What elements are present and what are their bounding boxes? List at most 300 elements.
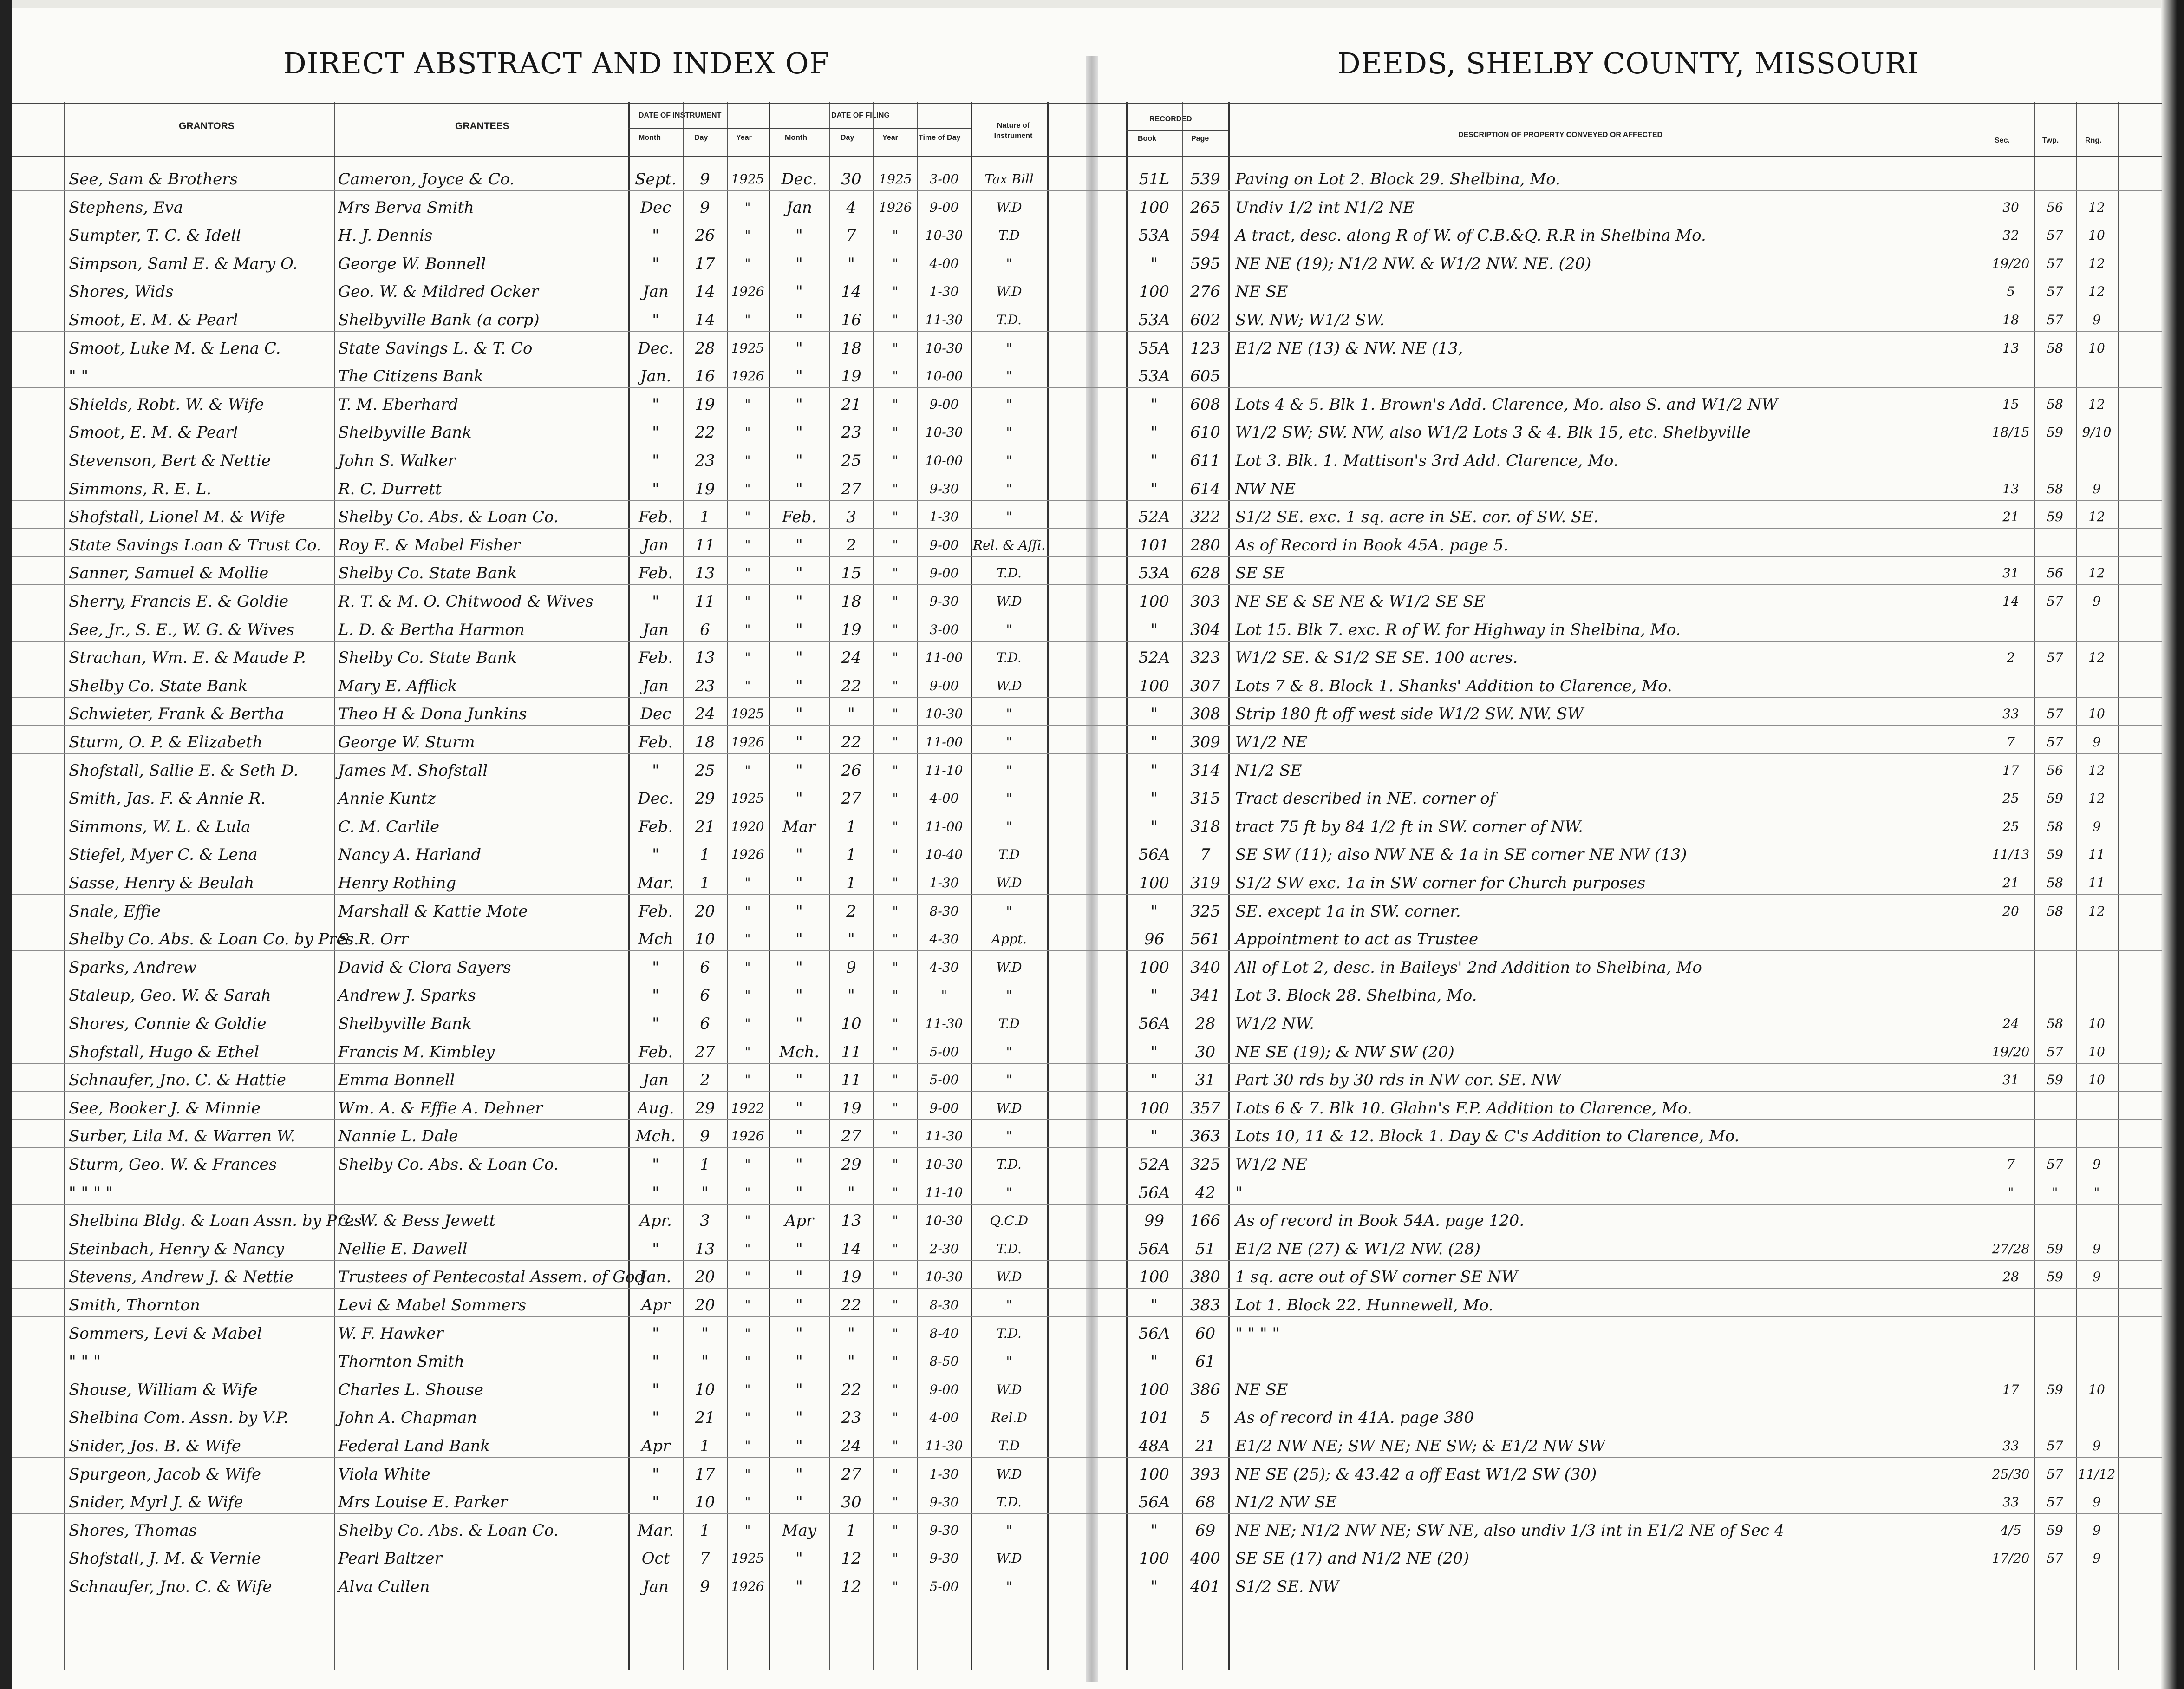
description-cell: Lot 1. Block 22. Hunnewell, Mo.: [1235, 1296, 1493, 1315]
rng-cell: 9: [2093, 1494, 2101, 1510]
file-day-cell: 11: [841, 1071, 861, 1089]
file-year-cell: ": [892, 1354, 899, 1369]
description-cell: Lot 3. Block 28. Shelbina, Mo.: [1235, 986, 1477, 1005]
page-cell: 383: [1190, 1296, 1220, 1315]
file-month-cell: Mar: [782, 818, 816, 836]
page-right-edge: [2161, 0, 2184, 1689]
description-cell: " " " ": [1235, 1324, 1279, 1343]
time-cell: 4-00: [929, 791, 959, 806]
page-cell: 319: [1190, 874, 1220, 892]
header-rng: Rng.: [2085, 137, 2102, 144]
file-year-cell: ": [892, 1523, 899, 1538]
sec-cell: 21: [2002, 509, 2019, 524]
inst-year-cell: ": [744, 1466, 751, 1482]
sec-cell: 17: [2002, 1382, 2019, 1397]
sec-cell: 25: [2002, 791, 2019, 806]
file-day-cell: 16: [841, 311, 861, 329]
grantor-cell: Shelbina Bldg. & Loan Assn. by Pres.: [69, 1211, 367, 1230]
book-cell: 100: [1139, 1099, 1169, 1118]
grantee-cell: R. C. Durrett: [338, 480, 442, 498]
rule-right-margin: [2118, 102, 2119, 1670]
page-cell: 605: [1190, 367, 1220, 386]
file-year-cell: ": [892, 594, 899, 609]
header-file-year: Year: [882, 134, 898, 142]
inst-month-cell: ": [652, 1184, 659, 1202]
book-cell: ": [1150, 986, 1158, 1005]
nature-cell: ": [1006, 622, 1012, 637]
grantor-cell: Shields, Robt. W. & Wife: [69, 395, 264, 414]
description-cell: Lot 15. Blk 7. exc. R of W. for Highway in Shelbina, Mo.: [1235, 621, 1681, 639]
book-cell: 56A: [1138, 1184, 1170, 1202]
description-cell: ": [1235, 1184, 1243, 1202]
time-cell: 10-30: [925, 228, 963, 243]
file-year-cell: ": [892, 537, 899, 553]
time-cell: 9-30: [929, 594, 959, 609]
sec-cell: [1988, 367, 2033, 386]
description-cell: E1/2 NW NE; SW NE; NE SW; & E1/2 NW SW: [1235, 1437, 1605, 1455]
file-month-cell: ": [795, 958, 803, 977]
nature-cell: ": [1006, 1128, 1012, 1144]
nature-cell: W.D: [996, 960, 1022, 975]
inst-day-cell: 1: [700, 508, 710, 526]
rng-cell: 11: [2088, 847, 2105, 862]
inst-month-cell: ": [652, 592, 659, 611]
page-top-edge: [0, 0, 2184, 8]
twp-cell: 57: [2047, 1494, 2063, 1510]
file-day-cell: 27: [841, 789, 861, 808]
sec-cell: [1988, 1211, 2033, 1230]
file-day-cell: ": [848, 930, 855, 949]
book-cell: 100: [1139, 1549, 1169, 1568]
inst-year-cell: ": [744, 1494, 751, 1510]
book-cell: ": [1150, 818, 1158, 836]
inst-year-cell: ": [744, 678, 751, 694]
time-cell: 9-30: [929, 1523, 959, 1538]
inst-month-cell: Apr.: [639, 1211, 672, 1230]
file-year-cell: ": [892, 397, 899, 412]
inst-month-cell: ": [652, 423, 659, 442]
page-cell: 595: [1190, 255, 1220, 273]
inst-day-cell: 6: [700, 958, 710, 977]
time-cell: 10-30: [925, 425, 963, 440]
twp-cell: 58: [2047, 340, 2063, 356]
rng-cell: 9: [2093, 1551, 2101, 1566]
file-day-cell: 12: [841, 1549, 861, 1568]
grantor-cell: " ": [69, 367, 89, 386]
grantor-cell: Simpson, Saml E. & Mary O.: [69, 255, 298, 273]
page-cell: 7: [1200, 845, 1211, 864]
description-cell: As of Record in Book 45A. page 5.: [1235, 536, 1509, 555]
row-rule: [12, 894, 2162, 895]
sec-cell: 25/30: [1992, 1466, 2030, 1482]
description-cell: N1/2 SE: [1235, 761, 1302, 780]
inst-year-cell: 1925: [731, 706, 764, 721]
file-day-cell: 23: [841, 423, 861, 442]
book-cell: 101: [1139, 1408, 1169, 1427]
inst-month-cell: ": [652, 1240, 659, 1258]
file-month-cell: Feb.: [782, 508, 817, 526]
file-month-cell: Dec.: [781, 170, 817, 189]
nature-cell: T.D.: [997, 312, 1022, 327]
sec-cell: 33: [2002, 1438, 2019, 1453]
sec-cell: [1988, 1578, 2033, 1596]
time-cell: 5-00: [929, 1072, 959, 1087]
row-rule: [12, 331, 2162, 332]
time-cell: 10-30: [925, 1157, 963, 1172]
rng-cell: 12: [2088, 509, 2105, 524]
row-rule: [12, 1288, 2162, 1289]
description-cell: N1/2 NW SE: [1235, 1493, 1337, 1512]
sec-cell: 28: [2002, 1269, 2019, 1284]
file-day-cell: 26: [841, 761, 861, 780]
file-year-cell: ": [892, 481, 899, 497]
row-rule: [12, 1316, 2162, 1317]
grantee-cell: S. R. Orr: [338, 930, 409, 949]
twp-cell: [2035, 452, 2075, 470]
file-year-cell: ": [892, 1494, 899, 1510]
inst-year-cell: ": [744, 397, 751, 412]
header-inst-month: Month: [639, 134, 661, 142]
grantor-cell: Sparks, Andrew: [69, 958, 196, 977]
file-day-cell: 1: [846, 1521, 856, 1540]
row-rule: [12, 753, 2162, 754]
file-month-cell: ": [795, 452, 803, 470]
twp-cell: [2035, 1352, 2075, 1371]
description-cell: NE SE (25); & 43.42 a off East W1/2 SW (30): [1235, 1465, 1597, 1484]
file-month-cell: ": [795, 705, 803, 723]
twp-cell: 58: [2047, 875, 2063, 890]
grantor-cell: Shofstall, J. M. & Vernie: [69, 1549, 261, 1568]
sec-cell: 19/20: [1992, 256, 2030, 271]
rule-grantor-grantee: [334, 102, 335, 1670]
inst-month-cell: ": [652, 1408, 659, 1427]
nature-cell: Appt.: [991, 931, 1027, 947]
rng-cell: 9: [2093, 1241, 2101, 1257]
time-cell: 11-30: [925, 312, 963, 327]
nature-cell: ": [1006, 763, 1012, 778]
rule-page-desc: [1228, 102, 1230, 1670]
file-year-cell: ": [892, 847, 899, 862]
inst-day-cell: 14: [695, 311, 715, 329]
file-day-cell: 7: [846, 226, 856, 245]
file-day-cell: 21: [841, 395, 861, 414]
file-year-cell: ": [892, 1326, 899, 1341]
page-cell: 594: [1190, 226, 1220, 245]
file-year-cell: ": [892, 340, 899, 356]
time-cell: 8-50: [929, 1354, 959, 1369]
grantee-cell: Shelby Co. State Bank: [338, 564, 517, 583]
header-time-of-day: Time of Day: [919, 134, 961, 142]
sec-cell: 18/15: [1992, 425, 2030, 440]
time-cell: 1-30: [929, 875, 959, 890]
page-cell: 401: [1190, 1578, 1220, 1596]
book-cell: ": [1150, 761, 1158, 780]
page-cell: 393: [1190, 1465, 1220, 1484]
nature-cell: T.D: [998, 847, 1020, 862]
description-cell: NE NE; N1/2 NW NE; SW NE, also undiv 1/3 int in E1/2 NE of Sec 4: [1235, 1521, 1785, 1540]
inst-month-cell: Feb.: [638, 733, 673, 752]
file-year-cell: ": [892, 565, 899, 581]
file-year-cell: ": [892, 1100, 899, 1116]
page-cell: 265: [1190, 198, 1220, 217]
file-year-cell: ": [892, 791, 899, 806]
file-day-cell: ": [848, 1184, 855, 1202]
row-rule: [12, 1260, 2162, 1261]
inst-day-cell: 10: [695, 1381, 715, 1399]
rng-cell: [2077, 1578, 2117, 1596]
header-inst-year: Year: [736, 134, 752, 142]
time-cell: 10-30: [925, 340, 963, 356]
nature-cell: ": [1006, 340, 1012, 356]
page-cell: 307: [1190, 677, 1220, 695]
inst-year-cell: 1920: [731, 819, 764, 834]
file-year-cell: ": [892, 1157, 899, 1172]
sec-cell: ": [2008, 1185, 2014, 1200]
description-cell: NE SE & SE NE & W1/2 SE SE: [1235, 592, 1486, 611]
page-cell: 28: [1195, 1015, 1216, 1033]
twp-cell: ": [2052, 1185, 2058, 1200]
page-cell: 341: [1190, 986, 1220, 1005]
twp-cell: 57: [2047, 650, 2063, 665]
time-cell: 5-00: [929, 1044, 959, 1060]
grantor-cell: " " ": [69, 1352, 101, 1371]
file-month-cell: ": [795, 677, 803, 695]
description-cell: All of Lot 2, desc. in Baileys' 2nd Addition to Shelbina, Mo: [1235, 958, 1702, 977]
inst-day-cell: 13: [695, 648, 715, 667]
file-month-cell: ": [795, 1493, 803, 1512]
page-cell: 318: [1190, 818, 1220, 836]
inst-year-cell: 1922: [731, 1100, 764, 1116]
rng-cell: 9: [2093, 1438, 2101, 1453]
rule-book-page: [1182, 102, 1183, 1670]
nature-cell: ": [1006, 368, 1012, 384]
file-month-cell: ": [795, 1324, 803, 1343]
inst-year-cell: 1926: [731, 734, 764, 750]
inst-month-cell: Mar.: [637, 1521, 674, 1540]
time-cell: 9-30: [929, 1551, 959, 1566]
grantor-cell: Sasse, Henry & Beulah: [69, 874, 254, 892]
file-month-cell: ": [795, 1578, 803, 1596]
description-cell: Lots 10, 11 & 12. Block 1. Day & C's Addition to Clarence, Mo.: [1235, 1127, 1740, 1146]
file-year-cell: ": [892, 1466, 899, 1482]
file-year-cell: ": [892, 1241, 899, 1257]
twp-cell: 58: [2047, 481, 2063, 497]
time-cell: 8-40: [929, 1326, 959, 1341]
file-year-cell: ": [892, 1044, 899, 1060]
file-month-cell: ": [795, 1240, 803, 1258]
time-cell: 11-10: [925, 763, 963, 778]
inst-month-cell: Jan: [643, 1578, 669, 1596]
page-cell: 31: [1195, 1071, 1216, 1089]
time-cell: 9-00: [929, 537, 959, 553]
inst-day-cell: ": [701, 1324, 709, 1343]
rng-cell: 12: [2088, 256, 2105, 271]
grantee-cell: Shelbyville Bank: [338, 1015, 472, 1033]
inst-year-cell: 1926: [731, 1579, 764, 1594]
description-cell: W1/2 NW.: [1235, 1015, 1315, 1033]
grantor-cell: Smith, Jas. F. & Annie R.: [69, 789, 266, 808]
file-month-cell: ": [795, 1549, 803, 1568]
inst-day-cell: 23: [695, 677, 715, 695]
file-year-cell: ": [892, 1016, 899, 1031]
book-cell: 101: [1139, 536, 1169, 555]
file-day-cell: 18: [841, 339, 861, 358]
header-sec: Sec.: [1995, 137, 2010, 144]
description-cell: SE. except 1a in SW. corner.: [1235, 902, 1461, 921]
file-month-cell: ": [795, 564, 803, 583]
file-year-cell: ": [892, 650, 899, 665]
inst-day-cell: 9: [700, 170, 710, 189]
twp-cell: [2035, 1578, 2075, 1596]
inst-day-cell: 6: [700, 986, 710, 1005]
page-cell: 325: [1190, 902, 1220, 921]
inst-day-cell: 9: [700, 1127, 710, 1146]
time-cell: 8-30: [929, 903, 959, 919]
twp-cell: [2035, 930, 2075, 949]
twp-cell: 57: [2047, 734, 2063, 750]
file-month-cell: ": [795, 1127, 803, 1146]
inst-day-cell: 29: [695, 1099, 715, 1118]
inst-month-cell: ": [652, 1352, 659, 1371]
page-cell: 614: [1190, 480, 1220, 498]
twp-cell: [2035, 1127, 2075, 1146]
header-file-month: Month: [785, 134, 807, 142]
file-month-cell: ": [795, 592, 803, 611]
inst-month-cell: Apr: [641, 1296, 671, 1315]
book-cell: ": [1150, 1521, 1158, 1540]
description-cell: [1235, 1352, 1985, 1371]
page-cell: 308: [1190, 705, 1220, 723]
nature-cell: ": [1006, 988, 1012, 1003]
inst-year-cell: ": [744, 1072, 751, 1087]
grantee-cell: George W. Sturm: [338, 733, 475, 752]
nature-cell: ": [1006, 453, 1012, 468]
book-cell: 96: [1144, 930, 1165, 949]
grantee-cell: James M. Shofstall: [338, 761, 488, 780]
header-twp: Twp.: [2042, 137, 2059, 144]
inst-month-cell: Aug.: [637, 1099, 674, 1118]
twp-cell: 57: [2047, 1157, 2063, 1172]
inst-year-cell: ": [744, 509, 751, 524]
twp-cell: 58: [2047, 903, 2063, 919]
description-cell: Undiv 1/2 int N1/2 NE: [1235, 198, 1415, 217]
description-cell: NE SE (19); & NW SW (20): [1235, 1043, 1454, 1061]
file-year-cell: ": [892, 368, 899, 384]
row-rule: [12, 1513, 2162, 1514]
file-day-cell: 1: [846, 845, 856, 864]
file-day-cell: 3: [846, 508, 856, 526]
sec-cell: 5: [2007, 284, 2015, 299]
file-day-cell: 27: [841, 1465, 861, 1484]
description-cell: Lots 6 & 7. Blk 10. Glahn's F.P. Addition to Clarence, Mo.: [1235, 1099, 1692, 1118]
grantor-cell: Shores, Connie & Goldie: [69, 1015, 267, 1033]
file-month-cell: Apr: [784, 1211, 814, 1230]
twp-cell: 57: [2047, 256, 2063, 271]
nature-cell: Tax Bill: [984, 171, 1034, 187]
grantor-cell: Shelbina Com. Assn. by V.P.: [69, 1408, 289, 1427]
page-cell: 340: [1190, 958, 1220, 977]
description-cell: SE SE (17) and N1/2 NE (20): [1235, 1549, 1469, 1568]
time-cell: 1-30: [929, 1466, 959, 1482]
grantor-cell: Smoot, E. M. & Pearl: [69, 311, 238, 329]
page-cell: 322: [1190, 508, 1220, 526]
book-cell: 51L: [1139, 170, 1170, 189]
inst-year-cell: ": [744, 481, 751, 497]
page-cell: 21: [1195, 1437, 1216, 1455]
sec-cell: 17/20: [1992, 1551, 2030, 1566]
file-year-cell: ": [892, 988, 899, 1003]
nature-cell: ": [1006, 791, 1012, 806]
title-right: DEEDS, SHELBY COUNTY, MISSOURI: [1337, 46, 1919, 80]
grantee-cell: John A. Chapman: [338, 1408, 477, 1427]
book-cell: 100: [1139, 1381, 1169, 1399]
row-rule: [12, 528, 2162, 529]
book-cell: 53A: [1138, 226, 1170, 245]
page-cell: 610: [1190, 423, 1220, 442]
file-day-cell: 18: [841, 592, 861, 611]
inst-day-cell: 1: [700, 1155, 710, 1174]
grantee-cell: Charles L. Shouse: [338, 1381, 484, 1399]
grantor-cell: See, Sam & Brothers: [69, 170, 238, 189]
page-cell: 304: [1190, 621, 1220, 639]
grantee-cell: Henry Rothing: [338, 874, 456, 892]
nature-cell: ": [1006, 819, 1012, 834]
file-day-cell: 1: [846, 818, 856, 836]
grantee-cell: W. F. Hawker: [338, 1324, 443, 1343]
inst-month-cell: Jan: [643, 621, 669, 639]
sec-cell: 13: [2002, 481, 2019, 497]
sec-cell: 11/13: [1992, 847, 2030, 862]
inst-month-cell: Feb.: [638, 1043, 673, 1061]
file-year-cell: ": [892, 960, 899, 975]
grantor-cell: Smith, Thornton: [69, 1296, 200, 1315]
grantor-cell: Shofstall, Sallie E. & Seth D.: [69, 761, 299, 780]
sec-cell: 25: [2002, 819, 2019, 834]
file-day-cell: 30: [841, 170, 861, 189]
book-cell: 100: [1139, 592, 1169, 611]
twp-cell: 57: [2047, 284, 2063, 299]
inst-year-cell: ": [744, 1354, 751, 1369]
inst-month-cell: ": [652, 1155, 659, 1174]
description-cell: W1/2 NE: [1235, 1155, 1308, 1174]
file-year-cell: ": [892, 425, 899, 440]
inst-day-cell: 11: [695, 592, 715, 611]
twp-cell: 57: [2047, 1438, 2063, 1453]
inst-day-cell: 26: [695, 226, 715, 245]
rng-cell: 12: [2088, 565, 2105, 581]
inst-month-cell: Dec.: [638, 789, 674, 808]
row-rule: [12, 697, 2162, 698]
rng-cell: [2077, 621, 2117, 639]
inst-month-cell: Feb.: [638, 818, 673, 836]
file-month-cell: ": [795, 339, 803, 358]
description-cell: E1/2 NE (13) & NW. NE (13,: [1235, 339, 1463, 358]
inst-year-cell: ": [744, 425, 751, 440]
rule-file-year: [917, 102, 918, 1670]
grantor-cell: Schnaufer, Jno. C. & Wife: [69, 1578, 272, 1596]
page-cell: 123: [1190, 339, 1220, 358]
rng-cell: 9/10: [2082, 425, 2112, 440]
inst-year-cell: ": [744, 931, 751, 947]
nature-cell: Rel. & Affi.: [972, 537, 1046, 553]
inst-day-cell: 29: [695, 789, 715, 808]
rng-cell: [2077, 1296, 2117, 1315]
inst-day-cell: 21: [695, 818, 715, 836]
file-month-cell: ": [795, 395, 803, 414]
sec-cell: 17: [2002, 763, 2019, 778]
inst-day-cell: 24: [695, 705, 715, 723]
inst-year-cell: ": [744, 1157, 751, 1172]
